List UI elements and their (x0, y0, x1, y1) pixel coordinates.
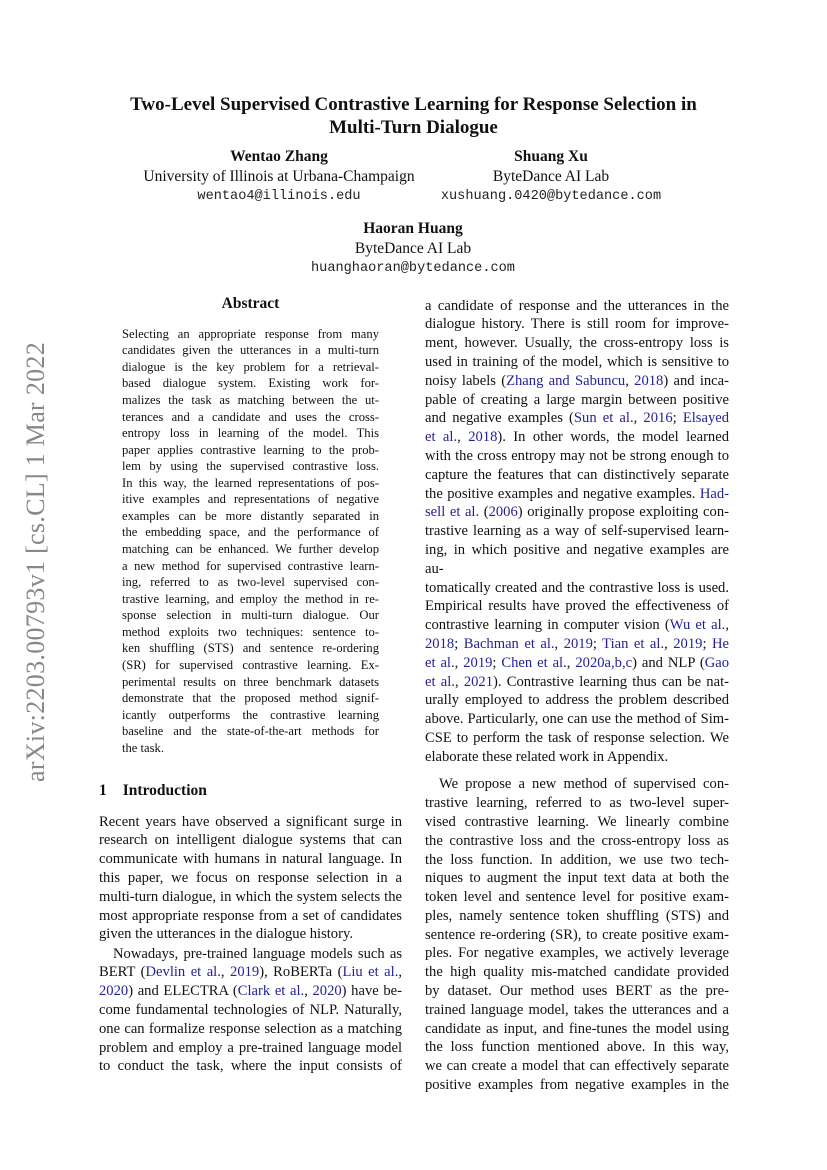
citation-link[interactable]: Clark et al. (237, 983, 305, 1000)
text-line (122, 475, 379, 492)
text-line (122, 541, 379, 558)
text-line (425, 297, 729, 316)
text-line (425, 522, 729, 541)
text-line (425, 851, 729, 870)
author-block (433, 147, 669, 207)
author-email[interactable]: wentao4@illinois.edu (197, 189, 361, 204)
text-run: ) and ELECTRA ( (128, 983, 238, 1000)
text-line (425, 428, 729, 447)
text-run: noisy labels ( (425, 372, 507, 389)
text-run: entropy loss in learning of the model. This (122, 426, 379, 441)
citation-link[interactable]: et al. (425, 429, 458, 446)
text-line (122, 607, 379, 624)
text-run: one can formalize response selection as a matching (99, 1020, 402, 1037)
text-line (122, 723, 379, 740)
right-column (425, 297, 729, 1095)
citation-link[interactable]: 2020a,b,c (575, 654, 633, 671)
citation-link[interactable]: Tian et al. (602, 635, 665, 652)
text-run: the loss function mentioned above. In this way, (425, 1039, 729, 1056)
text-line (122, 574, 379, 591)
text-run: , (454, 654, 464, 671)
text-line (425, 944, 729, 963)
text-line (425, 926, 729, 945)
text-run: trastive learning, and employ the method in re- (122, 591, 379, 606)
author-block (293, 219, 533, 279)
text-line (122, 409, 379, 426)
text-run: , (454, 673, 464, 690)
text-line (425, 1076, 729, 1095)
text-line (425, 597, 729, 616)
text-run: (SR) for supervised contrastive learning. Ex- (122, 657, 379, 672)
text-line (425, 503, 729, 522)
text-run: BERT ( (99, 964, 146, 981)
text-run: In this way, the learned representations of pos- (122, 475, 379, 490)
citation-link[interactable]: et al. (425, 654, 455, 671)
text-run: trastive learning as a way of self-supervised learn- (425, 523, 729, 540)
text-line (425, 1020, 729, 1039)
author-affiliation: University of Illinois at Urbana-Champaign (143, 168, 415, 185)
text-run: candidates given the utterances in a multi-turn (122, 343, 379, 358)
title-line: Two-Level Supervised Contrastive Learning for Response Selection in (130, 94, 697, 115)
text-run: research on intelligent dialogue systems that can (99, 832, 402, 849)
text-run: with the cross entropy may not be strong enough to (425, 447, 729, 464)
text-run: the loss function. In addition, we use two tech- (425, 851, 729, 868)
text-run: a candidate of response and the utterances in the (425, 297, 729, 314)
text-run: most appropriate response from a set of candidates (99, 907, 402, 924)
text-line (122, 657, 379, 674)
text-run: pable of creating a large margin between positive (425, 391, 729, 408)
citation-link[interactable]: 2016 (643, 410, 673, 427)
text-line (425, 391, 729, 410)
text-line (425, 710, 729, 729)
text-line (425, 775, 729, 794)
text-line (425, 691, 729, 710)
text-run: ; (454, 635, 464, 652)
citation-link[interactable]: Bachman et al. (463, 635, 555, 652)
text-line (425, 794, 729, 813)
text-run: Selecting an appropriate response from many (122, 326, 379, 341)
text-line (122, 624, 379, 641)
text-run: itive examples and representations of negative (122, 492, 379, 507)
arxiv-side-stamp: arXiv:2203.00793v1 [cs.CL] 1 Mar 2022 (21, 341, 50, 783)
text-run: we can create a model that can effectively separate (425, 1058, 729, 1075)
text-line (99, 945, 402, 964)
text-run: tomatically created and the contrastive loss is used. (425, 579, 729, 596)
citation-link[interactable]: 2021 (463, 673, 493, 690)
abstract-body (122, 326, 379, 757)
citation-link[interactable]: Had- (699, 485, 729, 502)
author-affiliation: ByteDance AI Lab (492, 168, 610, 185)
text-line (425, 447, 729, 466)
text-line (425, 372, 729, 391)
text-line (425, 1001, 729, 1020)
text-run: ken shuffling (STS) and sentence re-ordering (122, 641, 379, 656)
text-run: multi-turn dialogue, in which the system selects the (99, 888, 402, 905)
text-run: ) have be- (341, 983, 402, 1000)
text-line (425, 541, 729, 579)
citation-link[interactable]: Elsayed (682, 410, 730, 427)
citation-link[interactable]: Chen et al. (501, 654, 567, 671)
text-run: the contrastive loss and the cross-entropy loss as (425, 832, 729, 849)
text-line (425, 729, 729, 748)
text-line (122, 392, 379, 409)
text-run: ) originally propose exploiting con- (517, 504, 729, 521)
text-line (425, 869, 729, 888)
left-column (99, 294, 402, 1076)
text-line (122, 326, 379, 343)
citation-link[interactable]: Gao (704, 654, 730, 671)
author-block (129, 147, 429, 207)
text-line (122, 491, 379, 508)
text-run: ). Contrastive learning thus can be nat- (493, 673, 729, 690)
text-line (425, 832, 729, 851)
text-run: ples. For negative examples, we actively leverage (425, 945, 729, 962)
text-run: ) and inca- (663, 372, 729, 389)
text-run: vised contrastive learning. We linearly combine (425, 813, 729, 830)
text-run: Empirical results have proved the effectiveness of (425, 598, 729, 615)
text-run: the embedding space, and the performance of (122, 525, 379, 540)
text-line (122, 442, 379, 459)
text-line (425, 1038, 729, 1057)
section-number: 1 (99, 782, 107, 799)
text-run: ; (672, 410, 683, 427)
text-line (425, 1057, 729, 1076)
text-run: communicate with humans in natural language. In (99, 851, 402, 868)
text-line (99, 982, 402, 1001)
text-line (425, 673, 729, 692)
text-line (122, 375, 379, 392)
section-heading (99, 781, 402, 801)
text-run: matching can be enhanced. We further develop (122, 542, 379, 556)
text-run: above. Particularly, one can use the method of Sim- (425, 711, 729, 728)
text-run: trastive learning, referred to as two-level super- (425, 795, 729, 812)
text-line (99, 1039, 402, 1058)
text-line (122, 524, 379, 541)
citation-link[interactable]: Liu et al. (342, 964, 399, 981)
text-line (122, 425, 379, 442)
citation-link[interactable]: et al. (425, 673, 455, 690)
text-line (99, 869, 402, 888)
text-line (425, 813, 729, 832)
author-name: Haoran Huang (363, 220, 463, 237)
text-run: paper applies contrastive learning to the prob- (122, 442, 379, 457)
intro-paragraph (99, 813, 402, 945)
text-line (425, 635, 729, 654)
text-run: capture the features that can distinctively separate (425, 466, 729, 483)
text-line (425, 888, 729, 907)
text-run: elaborate these related work in Appendix. (425, 748, 669, 765)
text-line (122, 740, 379, 757)
text-run: icantly outperforms the contrastive learning (122, 707, 379, 722)
text-run: ment, however. Usually, the cross-entropy loss is (425, 335, 729, 352)
text-run: , (304, 983, 313, 1000)
text-line (425, 315, 729, 334)
text-run: urally employed to address the problem described (425, 692, 729, 709)
text-line (99, 850, 402, 869)
text-run: sentence re-ordering (SR), to create positive exam- (425, 926, 729, 943)
citation-link[interactable]: Wu et al. (669, 617, 726, 634)
text-run: terances and a candidate and uses the cross- (122, 409, 379, 424)
text-line (99, 925, 402, 944)
text-line (99, 963, 402, 982)
section-title: Introduction (122, 782, 207, 799)
text-line (99, 907, 402, 926)
text-line (425, 963, 729, 982)
text-run: examples can be more distantly separated in (122, 508, 379, 523)
text-run: Nowadays, pre-trained language models such as (113, 945, 402, 962)
text-run: niques to augment the input text data at both the (425, 870, 729, 887)
text-line (122, 591, 379, 608)
text-line (122, 342, 379, 359)
text-run: CSE to perform the task of response selection. We (425, 729, 729, 746)
text-run: used in training of the model, which is sensitive to (425, 353, 729, 370)
text-line (99, 1020, 402, 1039)
text-run: ples, namely sentence token shuffling (STS) and (425, 907, 729, 924)
text-run: ; (592, 635, 603, 652)
text-run: a new method for supervised contrastive learn- (122, 558, 379, 573)
text-run: ( (479, 504, 489, 521)
text-run: based dialogue system. Existing work for- (122, 376, 379, 391)
text-run: dialogue is the key problem for a retrieval- (122, 359, 379, 374)
text-line (122, 359, 379, 376)
text-run: ). In other words, the model learned (497, 429, 730, 446)
text-line (425, 334, 729, 353)
text-run: the positive examples and negative examples. (425, 485, 700, 502)
text-run: , (633, 410, 644, 427)
text-line (425, 982, 729, 1001)
abstract-heading: Abstract (221, 295, 280, 312)
author-email[interactable]: xushuang.0420@bytedance.com (440, 189, 662, 204)
text-line (425, 654, 729, 673)
text-run: given the utterances in the dialogue history. (99, 926, 353, 943)
text-run: We propose a new method of supervised con- (439, 776, 729, 793)
intro-paragraph (425, 297, 729, 767)
paper-title (60, 93, 767, 139)
text-run: ) and NLP ( (632, 654, 705, 671)
citation-link[interactable]: 2019 (563, 635, 593, 652)
text-run: baseline and the state-of-the-art methods for (122, 724, 379, 739)
text-run: , (725, 617, 729, 634)
author-affiliation: ByteDance AI Lab (354, 240, 472, 257)
text-run: , (457, 429, 469, 446)
citation-link[interactable]: He (711, 635, 730, 652)
text-run: contrastive learning in computer vision ( (425, 617, 670, 634)
text-run: sponse selection in multi-turn dialogue. Our (122, 608, 379, 623)
citation-link[interactable]: 2019 (673, 635, 703, 652)
text-run: , (664, 635, 674, 652)
author-email[interactable]: huanghaoran@bytedance.com (311, 261, 515, 276)
author-name: Shuang Xu (514, 148, 588, 165)
text-line (99, 1057, 402, 1076)
text-run: trained language model, takes the utterances and a (425, 1001, 729, 1018)
text-run: perimental results on three benchmark datasets (122, 674, 379, 689)
text-run: lem by using the supervised contrastive loss. (122, 459, 379, 474)
text-line (425, 616, 729, 635)
text-line (425, 409, 729, 428)
text-run: the task. (122, 740, 164, 755)
citation-link[interactable]: Zhang and Sabuncu (506, 372, 626, 389)
text-line (99, 831, 402, 850)
citation-link[interactable]: 2018 (634, 372, 664, 389)
citation-link[interactable]: 2018 (468, 429, 498, 446)
text-line (425, 748, 729, 767)
text-line (425, 579, 729, 598)
text-line (99, 888, 402, 907)
text-run: ), RoBERTa ( (259, 964, 343, 981)
citation-link[interactable]: 2006 (488, 504, 518, 521)
citation-link[interactable]: 2020 (312, 983, 342, 1000)
text-run: dialogue history. There is still room for improve- (425, 316, 729, 333)
text-run: come fundamental technologies of NLP. Naturally, (99, 1001, 402, 1018)
text-run: method exploits two techniques: sentence to- (122, 624, 379, 639)
text-line (122, 640, 379, 657)
text-run: , (398, 964, 403, 981)
text-line (99, 813, 402, 832)
text-line (99, 1001, 402, 1020)
text-line (425, 485, 729, 504)
text-run: problem and employ a pre-trained language model (99, 1039, 402, 1056)
citation-link[interactable]: 2020 (99, 983, 129, 1000)
text-run: this paper, we focus on response selection in a (99, 869, 402, 886)
text-run: Recent years have observed a significant surge in (99, 813, 402, 830)
text-run: to conduct the task, where the input consists of (99, 1058, 402, 1075)
citation-link[interactable]: Sun et al. (573, 410, 634, 427)
text-run: token level and sentence level for positive exam- (425, 889, 729, 906)
text-line (122, 690, 379, 707)
text-line (122, 458, 379, 475)
text-run: , (566, 654, 576, 671)
intro-paragraph (425, 775, 729, 1095)
text-run: the high quality mis-matched candidate provided (425, 964, 729, 981)
text-run: by dataset. Our method uses BERT as the pre- (425, 983, 729, 1000)
text-run: and negative examples ( (425, 410, 574, 427)
text-run: ; (702, 635, 712, 652)
text-line (122, 707, 379, 724)
author-name: Wentao Zhang (230, 148, 328, 165)
citation-link[interactable]: 2019 (463, 654, 493, 671)
text-run: , (625, 372, 635, 389)
text-line (122, 508, 379, 525)
citation-link[interactable]: 2019 (230, 964, 260, 981)
intro-paragraph (99, 945, 402, 1077)
text-run: positive examples from negative examples in the (425, 1077, 729, 1094)
citation-link[interactable]: sell et al. (425, 504, 480, 521)
text-run: candidate as input, and fine-tunes the model using (425, 1020, 729, 1037)
text-run: ing, in which positive and negative examples are au- (425, 541, 729, 577)
text-line (425, 466, 729, 485)
text-run: malizes the task as matching between the ut- (122, 392, 379, 407)
text-line (425, 353, 729, 372)
text-run: demonstrate that the proposed method signif- (122, 691, 379, 706)
text-run: , (220, 964, 231, 981)
citation-link[interactable]: Devlin et al. (145, 964, 221, 981)
title-line: Multi-Turn Dialogue (329, 117, 498, 138)
text-line (425, 907, 729, 926)
citation-link[interactable]: 2018 (425, 635, 455, 652)
text-run: ing, referred to as two-level supervised con- (122, 575, 379, 590)
text-line (122, 674, 379, 691)
text-line (122, 558, 379, 575)
text-run: ; (492, 654, 502, 671)
text-run: , (554, 635, 564, 652)
